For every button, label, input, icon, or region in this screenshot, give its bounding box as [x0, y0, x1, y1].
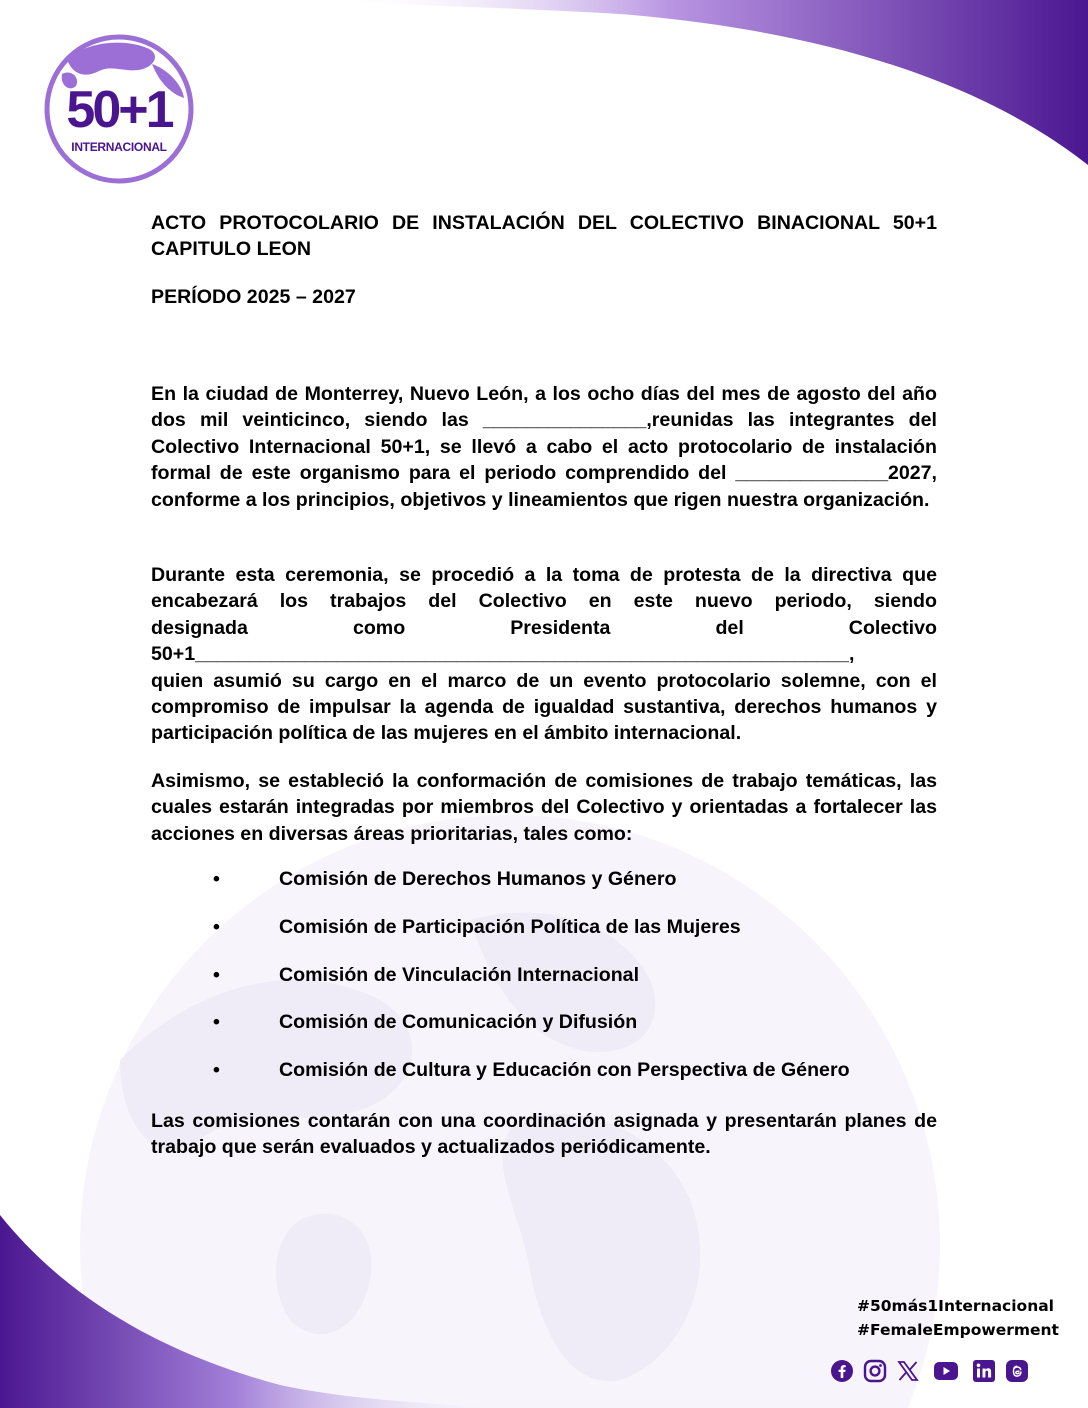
instagram-icon[interactable]	[863, 1359, 887, 1383]
bullet: •	[213, 868, 220, 890]
list-item	[0, 868, 1088, 898]
bullet: •	[213, 1059, 220, 1081]
commission-item: Comisión de Derechos Humanos y Género	[279, 868, 677, 890]
list-item	[0, 964, 1088, 994]
hashtag: #50más1Internacional	[857, 1297, 1054, 1315]
bullet: •	[213, 964, 220, 986]
paragraph-opening: En la ciudad de Monterrey, Nuevo León, a los ocho días del mes de agosto del año dos mil veinticinco, siendo las _______________,reunidas las integrantes del Colectivo Internacional 50+1, se llevó a cabo el acto protocolario de instalación formal de este organismo para el periodo comprendido del ______________2027, conforme a los principios, objetivos y lineamientos que rigen nuestra organización.	[151, 383, 937, 511]
document-title: ACTO PROTOCOLARIO DE INSTALACIÓN DEL COLECTIVO BINACIONAL 50+1 CAPITULO LEON	[151, 212, 937, 261]
document-period: PERÍODO 2025 – 2027	[151, 286, 356, 308]
list-item	[0, 916, 1088, 946]
commission-item: Comisión de Comunicación y Difusión	[279, 1011, 638, 1033]
logo-number: 50+1	[66, 81, 172, 139]
x-icon[interactable]	[896, 1359, 920, 1383]
paragraph-ceremony	[151, 562, 937, 747]
commission-item: Comisión de Cultura y Educación con Perspectiva de Género	[279, 1059, 850, 1081]
linkedin-icon[interactable]	[972, 1359, 996, 1383]
facebook-icon[interactable]	[830, 1359, 854, 1383]
hashtags	[857, 1294, 1057, 1342]
threads-icon[interactable]	[1005, 1359, 1029, 1383]
commission-item: Comisión de Participación Política de las Mujeres	[279, 916, 741, 938]
logo	[42, 34, 196, 184]
paragraph-closing: Las comisiones contarán con una coordinación asignada y presentarán planes de trabajo que serán evaluados y actualizados periódicamente.	[151, 1110, 937, 1159]
social-links	[830, 1356, 1029, 1386]
paragraph-commissions-intro: Asimismo, se estableció la conformación de comisiones de trabajo temáticas, las cuales estarán integradas por miembros del Colectivo y orientadas a fortalecer las acciones en diversas áreas prioritarias, tales como:	[151, 770, 937, 845]
bullet: •	[213, 1011, 220, 1033]
paragraph-ceremony-line2: designada como Presidenta del Colectivo	[151, 616, 937, 639]
youtube-icon[interactable]	[929, 1359, 963, 1383]
commission-item: Comisión de Vinculación Internacional	[279, 964, 640, 986]
list-item	[0, 1011, 1088, 1041]
logo-subtitle: INTERNACIONAL	[71, 140, 167, 154]
bullet: •	[213, 916, 220, 938]
paragraph-ceremony-line3: 50+1____________________________________________________________,	[151, 643, 855, 666]
hashtag: #FemaleEmpowerment	[857, 1321, 1059, 1339]
list-item	[0, 1059, 1088, 1089]
paragraph-ceremony-rest: quien asumió su cargo en el marco de un evento protocolario solemne, con el compromiso de impulsar la agenda de igualdad sustantiva, derechos humanos y participación política de las mujeres en el ámbito internacional.	[151, 669, 937, 745]
paragraph-ceremony-line1: Durante esta ceremonia, se procedió a la toma de protesta de la directiva que encabezará los trabajos del Colectivo en este nuevo periodo, siendo	[151, 564, 937, 613]
